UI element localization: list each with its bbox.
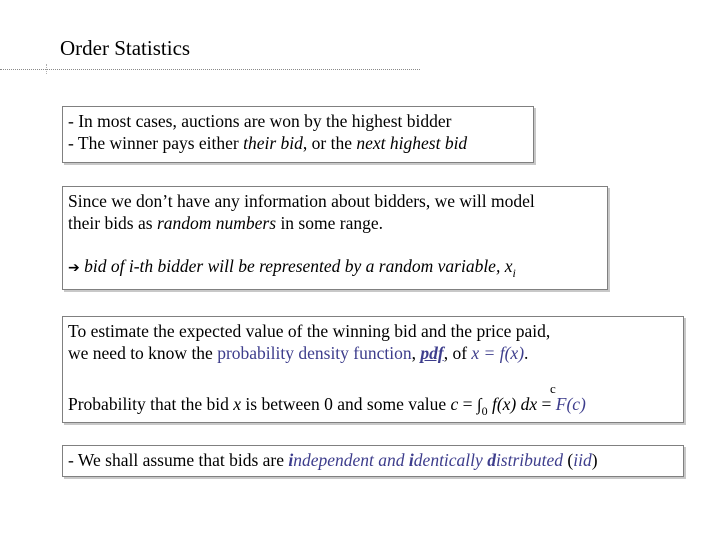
auction-rules-box xyxy=(62,106,534,163)
pdf-abbrev: pdf xyxy=(420,343,444,363)
pdf-line-2-prefix: we need to know the xyxy=(68,343,218,363)
iid-prefix: - We shall assume that bids are xyxy=(68,450,289,470)
next-highest-bid-text: next highest bid xyxy=(356,133,468,153)
pdf-of: , of xyxy=(443,343,472,363)
prob-mid: is between 0 and some value xyxy=(241,394,451,414)
slide-title: Order Statistics xyxy=(60,36,191,60)
auction-rule-1: - In most cases, auctions are won by the highest bidder xyxy=(68,111,452,131)
integral-upper-limit: c xyxy=(550,381,556,396)
title-divider-tick xyxy=(46,64,48,74)
identically-rest: dentically xyxy=(413,450,488,470)
random-model-box xyxy=(62,186,608,290)
rule-2-prefix: - The winner pays either xyxy=(68,133,244,153)
random-variable-text: bid of i-th bidder will be represented by a random variable, x xyxy=(79,256,513,276)
auction-rule-2 xyxy=(68,132,528,154)
cdf-value: F(c) xyxy=(555,394,586,414)
pdf-period: . xyxy=(524,343,529,363)
their-bid-text: their bid xyxy=(243,133,303,153)
paren-open: ( xyxy=(563,450,574,470)
iid-line xyxy=(68,449,678,471)
pdf-line-1: To estimate the expected value of the winning bid and the price paid, xyxy=(68,321,551,341)
pdf-comma: , xyxy=(411,343,421,363)
model-line-2-prefix: their bids as xyxy=(68,213,157,233)
rule-2-mid: , or the xyxy=(302,133,357,153)
iid-assumption-box xyxy=(62,445,684,477)
prob-x: x xyxy=(233,394,242,414)
subscript-i: i xyxy=(512,266,516,280)
model-line-2 xyxy=(68,212,602,234)
pdf-line-2 xyxy=(68,342,678,364)
pdf-box xyxy=(62,316,684,423)
probability-line xyxy=(68,393,678,422)
prob-c: c xyxy=(450,394,459,414)
paren-close: ) xyxy=(591,450,598,470)
pdf-formula: x = f(x) xyxy=(471,343,525,363)
random-numbers-text: random numbers xyxy=(156,213,277,233)
right-arrow-icon: ➔ xyxy=(68,260,80,276)
model-line-2-suffix: in some range. xyxy=(276,213,383,233)
integrand: f(x) dx xyxy=(487,394,538,414)
iid-abbrev: iid xyxy=(573,450,592,470)
independent-initial: i xyxy=(288,450,294,470)
prob-eq: = xyxy=(458,394,477,414)
title-divider xyxy=(0,69,420,70)
independent-rest: ndependent and xyxy=(293,450,409,470)
pdf-term: probability density function xyxy=(217,343,412,363)
integral-sign: ∫ xyxy=(476,395,482,414)
prob-eq-2: = xyxy=(537,394,556,414)
distributed-initial: d xyxy=(487,450,496,470)
integral-lower-limit: 0 xyxy=(481,404,488,418)
model-line-3 xyxy=(68,255,602,284)
identically-initial: i xyxy=(408,450,414,470)
model-line-1: Since we don’t have any information about bidders, we will model xyxy=(68,191,535,211)
distributed-rest: istributed xyxy=(495,450,564,470)
prob-prefix: Probability that the bid xyxy=(68,394,234,414)
